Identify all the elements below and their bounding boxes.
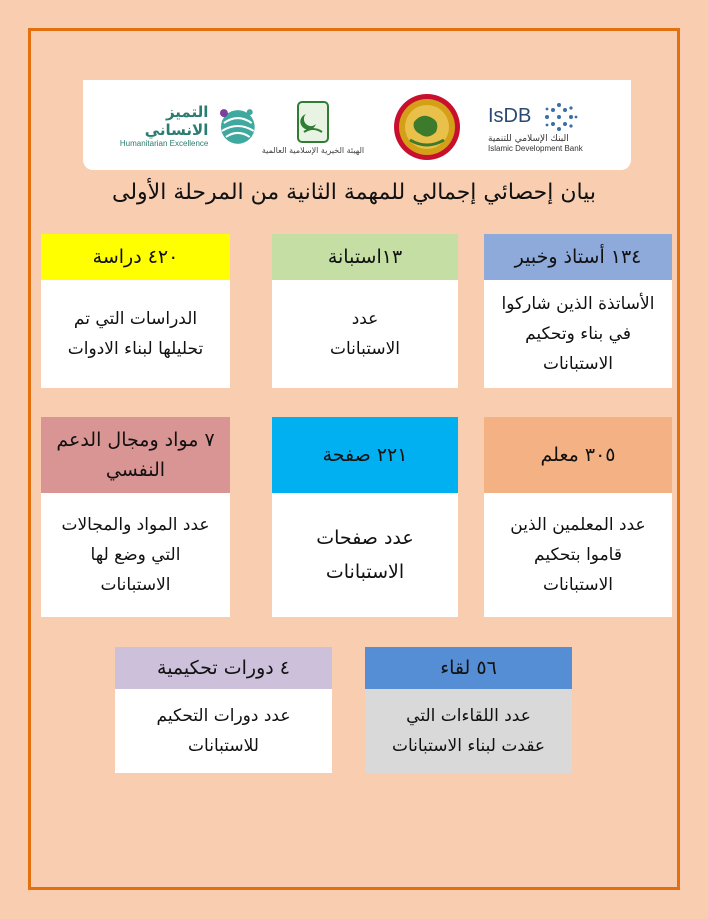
stat-card-line: عدد المعلمين الذين: [510, 515, 646, 535]
stat-card-studies: [41, 234, 230, 388]
stat-card-line: الاستبانات: [542, 354, 614, 374]
stat-card-line: الاستبانات: [100, 575, 171, 595]
stat-card-review-rounds: [115, 647, 332, 773]
stat-card-line: عدد صفحات: [316, 527, 414, 549]
stat-card-line: للاستبانات: [188, 736, 259, 756]
stat-card-line: عدد: [351, 309, 379, 329]
humanitarian-globe-icon: [214, 103, 258, 147]
stat-card-line: عقدت لبناء الاستبانات: [391, 736, 546, 756]
stat-card-line: عدد دورات التحكيم: [156, 706, 291, 726]
charity-caption: الهيئة الخيرية الإسلامية العالمية: [261, 145, 365, 155]
stat-card-subjects: [41, 417, 230, 617]
stat-card-body: [484, 493, 672, 617]
stat-card-teachers: [484, 417, 672, 617]
isdb-english-text: Islamic Development Bank: [488, 143, 583, 153]
stat-card-line: قاموا بتحكيم: [534, 545, 622, 565]
stat-card-head: ٣٠٥ معلم: [484, 417, 672, 493]
stat-card-body: [484, 280, 672, 388]
hands-crescent-icon: [296, 100, 330, 144]
page-title: بيان إحصائي إجمالي للمهمة الثانية من المرحلة الأولى: [112, 180, 596, 205]
stat-card-head: ٤ دورات تحكيمية: [115, 647, 332, 689]
stat-card-line: الاستبانات: [325, 561, 405, 583]
humanitarian-english-text: Humanitarian Excellence: [119, 138, 209, 148]
stat-card-meetings: [365, 647, 572, 773]
stat-card-head: ١٣٤ أستاذ وخبير: [484, 234, 672, 280]
isdb-logo: [488, 96, 618, 156]
humanitarian-arabic-text: التميز الانساني: [144, 102, 209, 139]
stat-card-body: [365, 689, 572, 773]
stat-card-head: ٥٦ لقاء: [365, 647, 572, 689]
globe-emblem-icon: [392, 92, 462, 162]
isdb-arabic-text: البنك الإسلامي للتنمية: [488, 133, 569, 144]
stat-card-body: [272, 280, 458, 388]
stat-card-line: التي وضع لها: [90, 545, 181, 565]
stat-card-line: عدد المواد والمجالات: [61, 515, 210, 535]
stat-card-line: الأساتذة الذين شاركوا: [501, 294, 655, 314]
stat-card-line: تحليلها لبناء الادوات: [67, 339, 204, 359]
stat-card-line: الدراسات التي تم: [73, 309, 198, 329]
stat-card-body: [272, 493, 458, 617]
stat-card-line: الاستبانات: [542, 575, 614, 595]
stat-card-questionnaires: [272, 234, 458, 388]
stat-card-line: في بناء وتحكيم: [525, 324, 631, 344]
isdb-globe-icon: [539, 100, 579, 134]
logo-strip: [83, 80, 631, 170]
stat-card-experts: [484, 234, 672, 388]
isdb-short-text: IsDB: [488, 105, 532, 127]
stat-card-head: ٢٢١ صفحة: [272, 417, 458, 493]
stat-card-head: ٤٢٠ دراسة: [41, 234, 230, 280]
stat-card-line: عدد اللقاءات التي: [406, 706, 531, 726]
emblem-logo: [391, 92, 463, 162]
stat-card-line: الاستبانات: [329, 339, 401, 359]
stat-card-head: ١٣استبانة: [272, 234, 458, 280]
stat-card-body: [41, 493, 230, 617]
humanitarian-logo: [98, 100, 258, 150]
stat-card-body: [115, 689, 332, 773]
charity-logo: [253, 92, 373, 162]
stat-card-head: ٧ مواد ومجال الدعم النفسي: [41, 417, 230, 493]
stat-card-body: [41, 280, 230, 388]
stat-card-pages: [272, 417, 458, 617]
